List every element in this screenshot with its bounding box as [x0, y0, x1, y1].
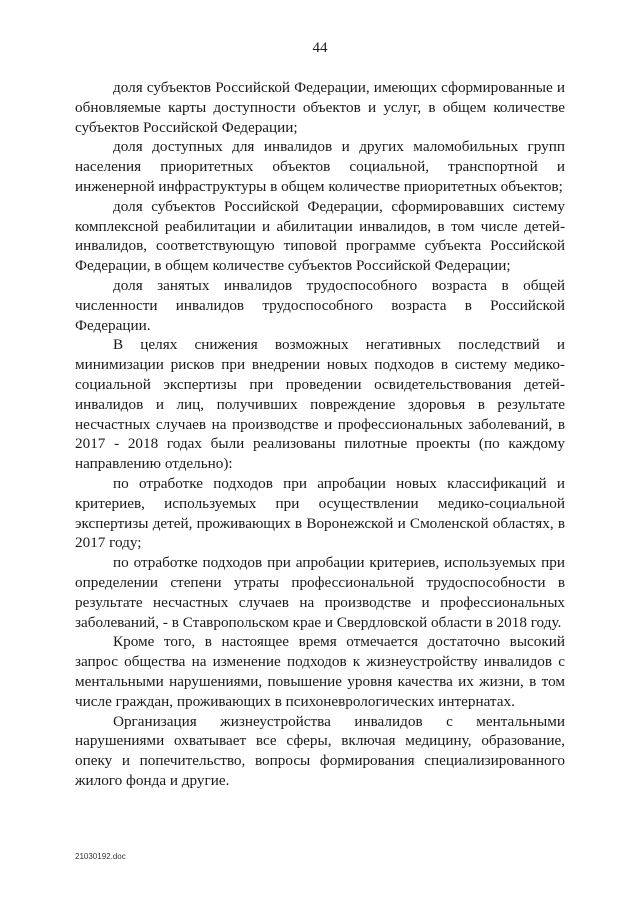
paragraph-2: доля доступных для инвалидов и других маломобильных групп населения приоритетных объектов социальной, транспортной и инженерной инфраструктуры в общем количестве приоритетных объектов; — [75, 138, 565, 195]
paragraph-9: Организация жизнеустройства инвалидов с ментальными нарушениями охватывает все сферы, включая медицину, образование, опеку и попечительство, вопросы формирования специализированного жилого фонда и другие. — [75, 712, 565, 789]
paragraph-8: Кроме того, в настоящее время отмечается достаточно высокий запрос общества на изменение подходов к жизнеустройству инвалидов с ментальными нарушениями, повышение уровня качества их жизни, в том числе граждан, проживающих в психоневрологических интернатах. — [75, 633, 565, 710]
paragraph-7: по отработке подходов при апробации критериев, используемых при определении степени утраты профессиональной трудоспособности в результате несчастных случаев на производстве и профессиональных заболеваний, - в Ставропольском крае и Свердловской области в 2018 году. — [75, 554, 565, 631]
page-number: 44 — [312, 40, 328, 56]
paragraph-3: доля субъектов Российской Федерации, сформировавших систему комплексной реабилитации и абилитации инвалидов, в том числе детей-инвалидов, соответствующую типовой программе субъекта Российской Федерации, в общем количестве субъектов Российской Федерации; — [75, 197, 565, 275]
footer-filename: 21030192.doc — [75, 852, 126, 861]
paragraph-6: по отработке подходов при апробации новых классификаций и критериев, используемых при осуществлении медико-социальной экспертизы детей, проживающих в Воронежской и Смоленской областях, в 2017 году; — [75, 474, 565, 552]
paragraph-1: доля субъектов Российской Федерации, имеющих сформированные и обновляемые карты доступности объектов и услуг, в общем количестве субъектов Российской Федерации; — [75, 79, 565, 136]
document-body — [75, 78, 565, 791]
paragraph-5: В целях снижения возможных негативных последствий и минимизации рисков при внедрении новых подходов в систему медико-социальной экспертизы при проведении освидетельствования детей-инвалидов и лиц, получивших повреждение здоровья в результате несчастных случаев на производстве и профессиональных заболеваний, в 2017 - 2018 годах были реализованы пилотные проекты (по каждому направлению отдельно): — [75, 336, 565, 473]
paragraph-4: доля занятых инвалидов трудоспособного возраста в общей численности инвалидов трудоспособного возраста в Российской Федерации. — [75, 276, 565, 334]
